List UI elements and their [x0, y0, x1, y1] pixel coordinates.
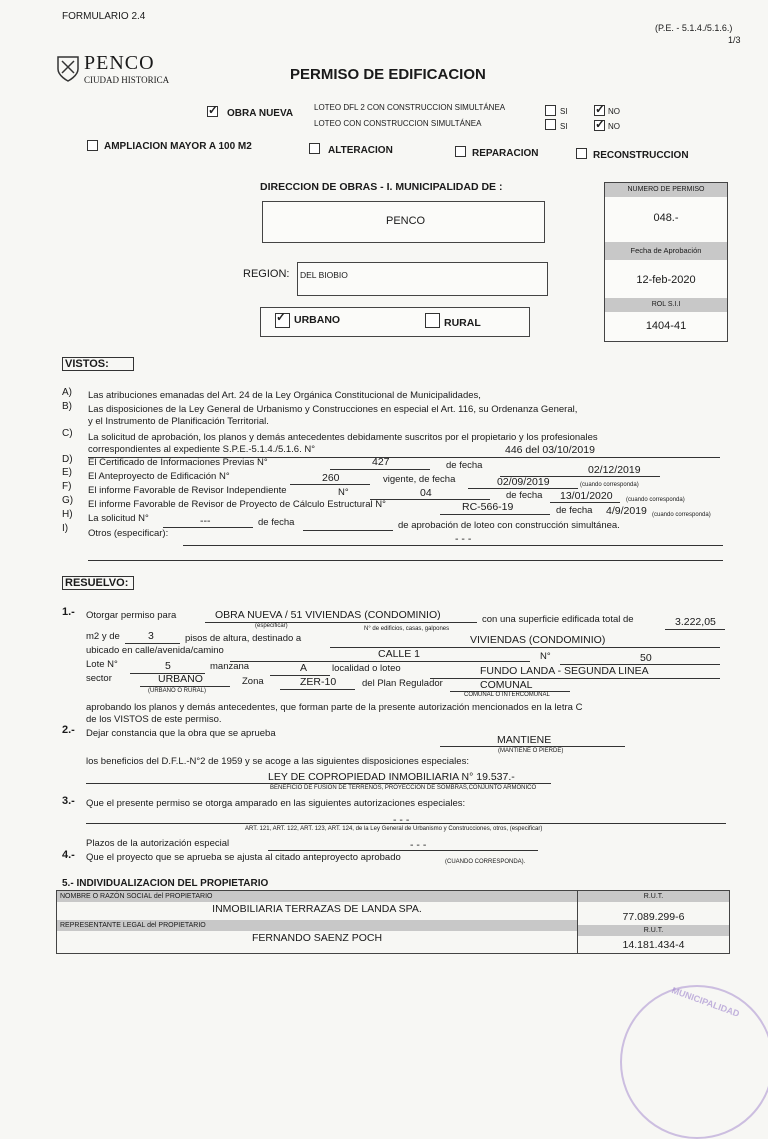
- vistos-e-note: (cuando corresponda): [580, 482, 639, 488]
- resuelvo-1-lote: 5: [165, 660, 171, 672]
- vistos-h-letter: H): [62, 509, 73, 520]
- vistos-d-number: 427: [372, 456, 390, 468]
- urbano-label: URBANO: [294, 314, 341, 326]
- resuelvo-1-n-label: N°: [540, 651, 551, 662]
- resuelvo-1-zona-label: Zona: [242, 676, 264, 687]
- vistos-g-fecha: 4/9/2019: [606, 505, 647, 517]
- logo-name: PENCO: [84, 52, 155, 74]
- vistos-h-text: La solicitud N°: [88, 513, 149, 524]
- alteracion-checkbox[interactable]: [309, 143, 320, 154]
- resuelvo-1-pisos-line: [125, 643, 180, 644]
- fecha-aprobacion-value: 12-feb-2020: [636, 274, 696, 286]
- loteo-con-si-label: SI: [560, 122, 568, 131]
- representante-rut-header: R.U.T.: [578, 925, 729, 936]
- vistos-h-fecha-label: de fecha: [258, 517, 295, 528]
- resuelvo-1-obra: OBRA NUEVA / 51 VIVIENDAS (CONDOMINIO): [215, 609, 441, 621]
- resuelvo-1-pisos: 3: [148, 630, 154, 642]
- vistos-c-letter: C): [62, 428, 73, 439]
- resuelvo-3-plazos-line: [268, 850, 538, 851]
- loteo-dfl-si-checkbox[interactable]: [545, 105, 556, 116]
- resuelvo-1-zona: ZER-10: [300, 676, 337, 688]
- vistos-f-number-line: [370, 499, 490, 500]
- rol-value: 1404-41: [645, 320, 687, 332]
- direccion-label: DIRECCION DE OBRAS - I. MUNICIPALIDAD DE :: [260, 181, 503, 193]
- loteo-dfl-no-label: NO: [608, 107, 620, 116]
- vistos-f-fecha-line: [550, 502, 620, 503]
- propietario-rut: 77.089.299-6: [622, 911, 685, 923]
- resuelvo-1-sector: URBANO: [158, 673, 203, 685]
- resuelvo-3-number: 3.-: [62, 795, 75, 807]
- vistos-a-letter: A): [62, 387, 72, 398]
- vistos-f-n: N°: [338, 487, 349, 498]
- loteo-con-si-checkbox[interactable]: [545, 119, 556, 130]
- propietario-nombre: INMOBILIARIA TERRAZAS DE LANDA SPA.: [212, 903, 422, 915]
- loteo-dfl-no-checkbox[interactable]: [594, 105, 605, 116]
- obra-nueva-label: OBRA NUEVA: [227, 108, 294, 119]
- vistos-e-vigente: vigente, de fecha: [383, 474, 456, 485]
- vistos-a-text: Las atribuciones emanadas del Art. 24 de la Ley Orgánica Constitucional de Municipalidades,: [88, 390, 481, 401]
- resuelvo-1-m2: m2 y de: [86, 631, 120, 642]
- resuelvo-2-ley-line: [86, 783, 551, 784]
- resuelvo-1-sector-line: [140, 686, 230, 687]
- resuelvo-1-superficie: 3.222,05: [675, 616, 716, 628]
- resuelvo-1-localidad: FUNDO LANDA - SEGUNDA LINEA: [480, 665, 649, 677]
- vistos-i-letter: I): [62, 523, 69, 534]
- vistos-f-letter: F): [62, 481, 72, 492]
- rural-label: RURAL: [444, 317, 481, 329]
- resuelvo-2-text-a: Dejar constancia que la obra que se aprueba: [86, 728, 276, 739]
- representante-header: REPRESENTANTE LEGAL del PROPIETARIO: [57, 920, 577, 931]
- resuelvo-1-plan: COMUNAL: [480, 679, 533, 691]
- vistos-h-fecha-line: [303, 530, 393, 531]
- vistos-d-fecha-label: de fecha: [446, 460, 483, 471]
- resuelvo-2-value-line: [440, 746, 625, 747]
- representante-nombre: FERNANDO SAENZ POCH: [251, 932, 383, 944]
- fecha-aprobacion-label: Fecha de Aprobación: [605, 242, 727, 260]
- vistos-b-letter: B): [62, 401, 72, 412]
- resuelvo-3-plazos-label: Plazos de la autorización especial: [86, 838, 230, 849]
- resuelvo-3-note: ART. 121, ART. 122, ART. 123, ART. 124, de la Ley General de Urbanismo y Construcciones, otros, (especificar): [245, 826, 543, 832]
- municipalidad-value: PENCO: [386, 215, 426, 227]
- resuelvo-1-destino: VIVIENDAS (CONDOMINIO): [470, 634, 606, 646]
- loteo-con-no-label: NO: [608, 122, 620, 131]
- vistos-c-text-1: La solicitud de aprobación, los planos y demás antecedentes debidamente suscritos por el propietario y los profesionales: [88, 432, 598, 443]
- municipal-stamp: [620, 985, 768, 1139]
- resuelvo-1-sector-note: (URBANO O RURAL): [148, 688, 207, 694]
- resuelvo-1-text-b: con una superficie edificada total de: [482, 614, 634, 625]
- resuelvo-2-note: (MANTIENE O PIERDE): [498, 748, 564, 754]
- loteo-con-label: LOTEO CON CONSTRUCCION SIMULTÁNEA: [314, 119, 482, 128]
- vistos-header: VISTOS:: [62, 357, 134, 371]
- resuelvo-1-plan-label: del Plan Regulador: [362, 678, 443, 689]
- resuelvo-1-text-c: pisos de altura, destinado a: [185, 633, 302, 644]
- resuelvo-3-value: - - -: [393, 814, 410, 826]
- resuelvo-1-lote-label: Lote N°: [86, 659, 118, 670]
- vistos-d-number-line: [330, 469, 430, 470]
- region-label: REGION:: [243, 268, 290, 280]
- vistos-b-text-2: y el Instrumento de Planificación Territorial.: [88, 416, 269, 427]
- ampliacion-checkbox[interactable]: [87, 140, 98, 151]
- resuelvo-2-number: 2.-: [62, 724, 75, 736]
- resuelvo-1-text-d: aprobando los planos y demás antecedentes, que forman parte de la presente autorización mencionados en la letra C: [86, 702, 583, 713]
- resuelvo-1-note-2: N° de edificios, casas, galpones: [364, 626, 450, 632]
- vistos-c-value: 446 del 03/10/2019: [505, 444, 595, 456]
- resuelvo-1-calle: CALLE 1: [378, 648, 421, 660]
- vistos-h-rest: de aprobación de loteo con construcción simultánea.: [398, 520, 620, 531]
- nombre-header: NOMBRE O RAZÓN SOCIAL del PROPIETARIO: [57, 891, 577, 902]
- vistos-d-text: El Certificado de Informaciones Previas N°: [88, 457, 268, 468]
- vistos-e-fecha-line: [468, 488, 578, 489]
- ref-code: (P.E. - 5.1.4./5.1.6.): [655, 23, 733, 33]
- resuelvo-1-superficie-line: [665, 629, 725, 630]
- representante-rut: 14.181.434-4: [622, 939, 685, 951]
- vistos-g-note: (cuando corresponda): [652, 512, 711, 518]
- resuelvo-2-text-b: los beneficios del D.F.L.-N°2 de 1959 y se acoge a las siguientes disposiciones especiales:: [86, 756, 469, 767]
- resuelvo-4-number: 4.-: [62, 849, 75, 861]
- obra-nueva-checkbox[interactable]: [207, 106, 218, 117]
- loteo-dfl-label: LOTEO DFL 2 CON CONSTRUCCION SIMULTÁNEA: [314, 103, 506, 112]
- vistos-e-fecha: 02/09/2019: [497, 476, 550, 488]
- vistos-f-fecha: 13/01/2020: [560, 490, 613, 502]
- vistos-i-text: Otros (especificar):: [88, 528, 169, 539]
- page-title: PERMISO DE EDIFICACION: [290, 66, 486, 83]
- resuelvo-4-text-a: Que el proyecto que se aprueba se ajusta al citado anteproyecto aprobado: [86, 852, 401, 863]
- vistos-e-letter: E): [62, 467, 72, 478]
- resuelvo-header: RESUELVO:: [62, 576, 134, 590]
- reconstruccion-label: RECONSTRUCCION: [593, 150, 689, 161]
- vistos-g-number: RC-566-19: [462, 501, 514, 513]
- resuelvo-1-plan-note: COMUNAL O INTERCOMUNAL: [464, 692, 550, 698]
- vistos-g-text: El informe Favorable de Revisor de Proyecto de Cálculo Estructural N°: [88, 499, 386, 510]
- resuelvo-1-manzana-label: manzana: [210, 661, 250, 672]
- penco-crest-icon: [56, 55, 80, 83]
- resuelvo-1-ubicado: ubicado en calle/avenida/camino: [86, 645, 224, 656]
- resuelvo-2-value: MANTIENE: [497, 734, 552, 746]
- loteo-con-no-checkbox[interactable]: [594, 120, 605, 131]
- vistos-d-fecha: 02/12/2019: [588, 464, 641, 476]
- reparacion-checkbox[interactable]: [455, 146, 466, 157]
- vistos-g-number-line: [440, 514, 550, 515]
- vistos-i-line-2: [88, 560, 723, 561]
- reconstruccion-checkbox[interactable]: [576, 148, 587, 159]
- alteracion-label: ALTERACION: [328, 145, 393, 156]
- vistos-e-number: 260: [322, 472, 340, 484]
- vistos-i-value: - - -: [455, 533, 472, 545]
- resuelvo-2-note-2: BENEFICIO DE FUSION DE TERRENOS, PROYECCION DE SOMBRAS,CONJUNTO ARMONICO: [270, 785, 537, 791]
- propietario-header: 5.- INDIVIDUALIZACION DEL PROPIETARIO: [62, 878, 269, 889]
- vistos-g-letter: G): [62, 495, 74, 506]
- vistos-b-text-1: Las disposiciones de la Ley General de Urbanismo y Construcciones en especial el Art. 116, su Ordenanza General,: [88, 404, 578, 415]
- stamp-text: MUNICIPALIDAD: [670, 985, 741, 1019]
- resuelvo-2-ley: LEY DE COPROPIEDAD INMOBILIARIA N° 19.537.-: [268, 771, 515, 783]
- resuelvo-1-manzana: A: [300, 662, 308, 674]
- vistos-h-number: ---: [200, 515, 211, 527]
- resuelvo-1-obra-line: [205, 622, 477, 623]
- vistos-c-text-2: correspondientes al expediente S.P.E.-5.1.4./5.1.6. N°: [88, 444, 316, 455]
- reparacion-label: REPARACION: [472, 148, 539, 159]
- vistos-g-fecha-label: de fecha: [556, 505, 593, 516]
- vistos-i-line-1: [183, 545, 723, 546]
- resuelvo-1-text-e: de los VISTOS de este permiso.: [86, 714, 222, 725]
- resuelvo-1-number: 1.-: [62, 606, 75, 618]
- resuelvo-1-note: (especificar): [255, 623, 288, 629]
- vistos-e-number-line: [290, 484, 370, 485]
- resuelvo-4-note: (CUANDO CORRESPONDA).: [445, 859, 526, 865]
- numero-permiso-label: NUMERO DE PERMISO: [605, 183, 727, 197]
- urbano-checkbox[interactable]: [275, 313, 290, 328]
- resuelvo-1-numero: 50: [640, 652, 652, 664]
- resuelvo-1-localidad-label: localidad o loteo: [332, 663, 401, 674]
- resuelvo-1-localidad-line: [430, 678, 720, 679]
- rol-label: ROL S.I.I: [605, 298, 727, 312]
- vistos-f-note: (cuando corresponda): [626, 497, 685, 503]
- rut-header: R.U.T.: [578, 891, 729, 902]
- resuelvo-3-text-a: Que el presente permiso se otorga amparado en las siguientes autorizaciones especiales:: [86, 798, 466, 809]
- permit-box: [604, 182, 728, 342]
- resuelvo-1-zona-line: [280, 689, 355, 690]
- vistos-e-text: El Anteproyecto de Edificación N°: [88, 471, 230, 482]
- rural-checkbox[interactable]: [425, 313, 440, 328]
- vistos-f-text: El informe Favorable de Revisor Independiente: [88, 485, 287, 496]
- ampliacion-label: AMPLIACION MAYOR A 100 M2: [104, 141, 252, 152]
- vistos-f-number: 04: [420, 487, 432, 499]
- resuelvo-1-calle-line: [230, 661, 530, 662]
- resuelvo-1-sector-label: sector: [86, 673, 112, 684]
- region-value: DEL BIOBIO: [300, 270, 348, 280]
- resuelvo-3-value-line: [86, 823, 726, 824]
- vistos-h-number-line: [163, 527, 253, 528]
- vistos-d-letter: D): [62, 454, 73, 465]
- table-divider: [577, 891, 578, 953]
- resuelvo-3-plazos-value: - - -: [410, 839, 427, 851]
- resuelvo-1-text-a: Otorgar permiso para: [86, 610, 177, 621]
- loteo-dfl-si-label: SI: [560, 107, 568, 116]
- numero-permiso-value: 048.-: [653, 212, 679, 224]
- logo-subtitle: CIUDAD HISTORICA: [84, 75, 170, 85]
- page-number: 1/3: [728, 35, 741, 45]
- vistos-f-fecha-label: de fecha: [506, 490, 543, 501]
- form-code: FORMULARIO 2.4: [62, 11, 146, 22]
